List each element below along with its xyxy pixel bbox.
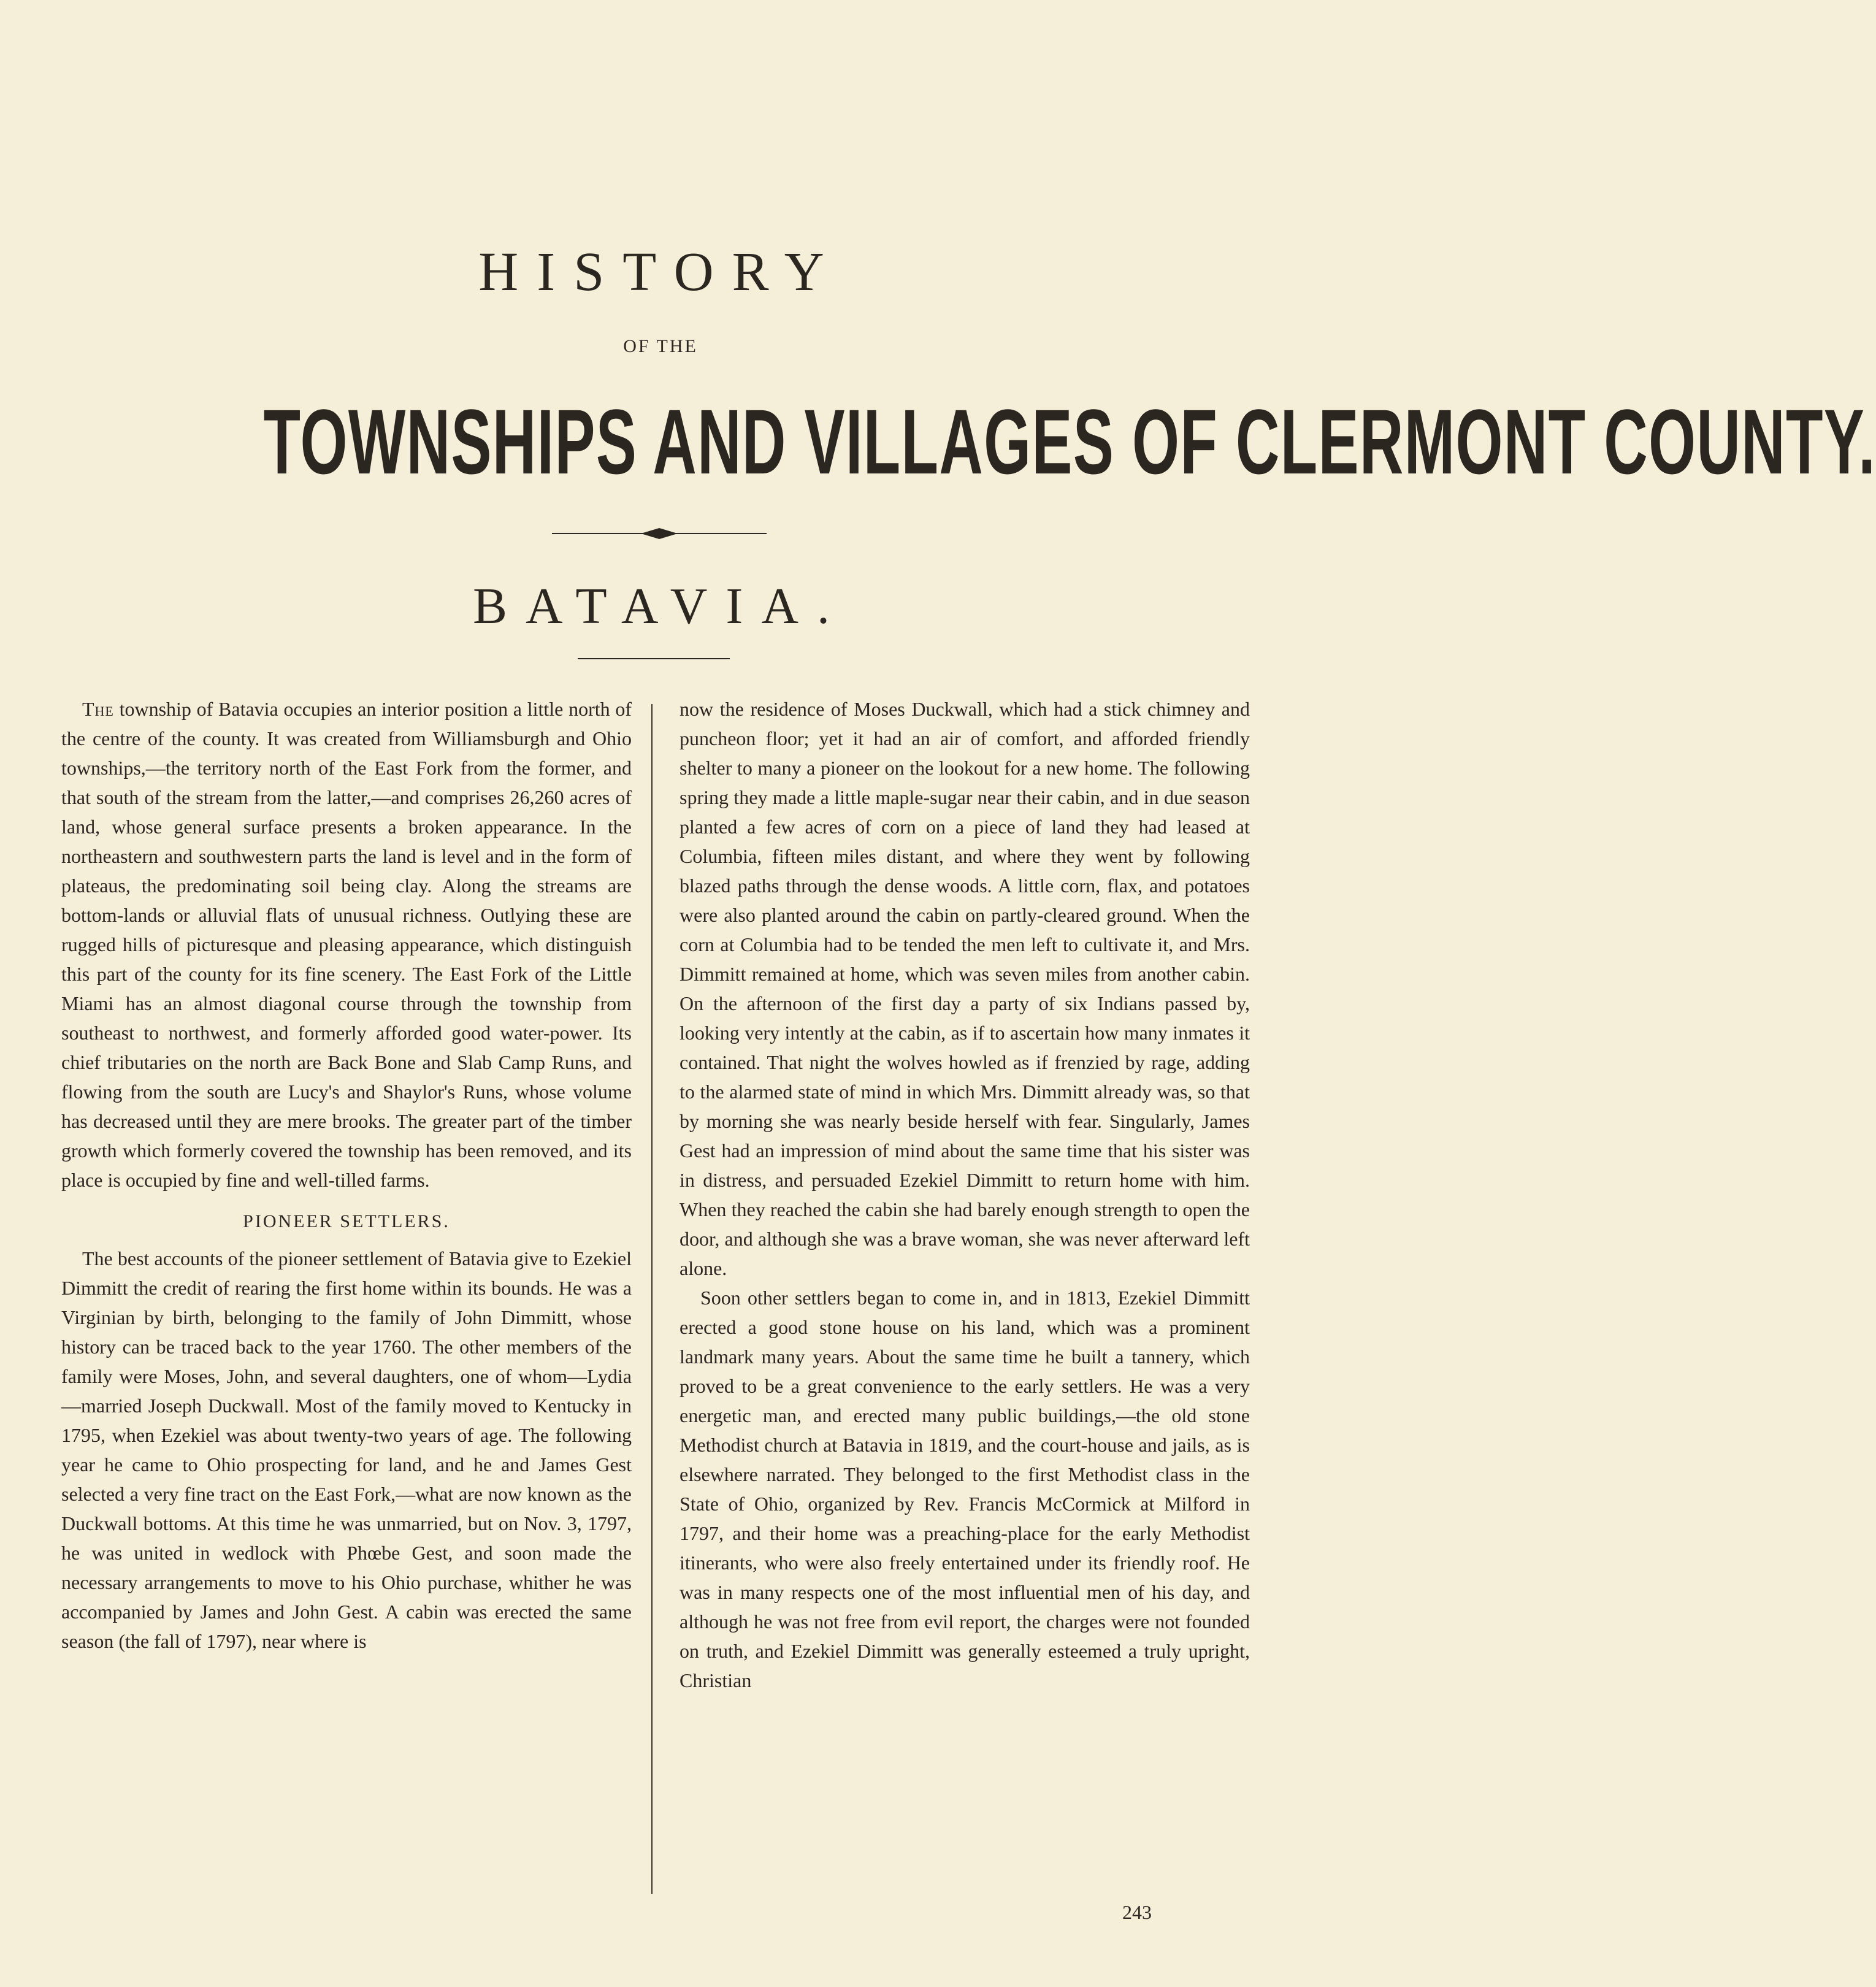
main-title: TOWNSHIPS AND VILLAGES OF CLERMONT COUNTY. bbox=[263, 390, 1876, 493]
ornament-rule-icon bbox=[552, 526, 767, 541]
page-number: 243 bbox=[1122, 1901, 1152, 1923]
continued-paragraph: now the residence of Moses Duckwall, which had a stick chimney and puncheon floor; yet it had an air of comfort, and afforded friendly shelter to many a pioneer on the lookout for a new home. The following spring they made a little maple-sugar near their cabin, and in due season planted a few acres of corn on a piece of land they had leased at Columbia, fifteen miles distant, and where they went by following blazed paths through the dense woods. A little corn, flax, and potatoes were also planted around the cabin on partly-cleared ground. When the corn at Columbia had to be tended the men left to cultivate it, and Mrs. Dimmitt remained at home, which was seven miles from another cabin. On the afternoon of the first day a party of six Indians passed by, looking very intently at the cabin, as if to ascertain how many inmates it contained. That night the wolves howled as if frenzied by rage, adding to the alarmed state of mind in which Mrs. Dimmitt already was, so that by morning she was nearly beside herself with fear. Singularly, James Gest had an impression of mind about the same time that his sister was in distress, and persuaded Ezekiel Dimmitt to return home with him. When they reached the cabin she had barely enough strength to open the door, and although she was a brave woman, she was never afterward left alone. bbox=[680, 698, 1250, 1279]
right-column bbox=[680, 694, 1250, 1695]
title-history: HISTORY bbox=[478, 242, 843, 302]
column-divider bbox=[651, 704, 653, 1894]
pioneer-settlers-heading: PIONEER SETTLERS. bbox=[243, 1211, 450, 1231]
left-column bbox=[61, 694, 632, 1656]
intro-paragraph bbox=[61, 694, 632, 1195]
title-of-the: OF THE bbox=[623, 336, 698, 356]
pioneer-paragraph: The best accounts of the pioneer settlement of Batavia give to Ezekiel Dimmitt the credit of rearing the first home within its bounds. He was a Virginian by birth, belonging to the family of John Dimmitt, whose history can be traced back to the year 1760. The other members of the family were Moses, John, and several daughters, one of whom—Lydia—married Joseph Duckwall. Most of the family moved to Kentucky in 1795, when Ezekiel was about twenty-two years of age. The following year he came to Ohio prospecting for land, and he and James Gest selected a very fine tract on the East Fork,—what are now known as the Duckwall bottoms. At this time he was unmarried, but on Nov. 3, 1797, he was united in wedlock with Phœbe Gest, and soon made the necessary arrangements to move to his Ohio purchase, whither he was accompanied by James and John Gest. A cabin was erected the same season (the fall of 1797), near where is bbox=[61, 1247, 632, 1652]
section-title-rule bbox=[578, 658, 730, 659]
section-title: BATAVIA. bbox=[472, 578, 849, 635]
intro-lead-word: The bbox=[82, 698, 114, 720]
intro-text: township of Batavia occupies an interior position a little north of the centre of the county. It was created from Williamsburgh and Ohio townships,—the territory north of the East Fork from the former, and that south of the stream from the latter,—and comprises 26,260 acres of land, whose general surface presents a broken appearance. In the northeastern and southwestern parts the land is level and in the form of plateaus, the predominating soil being clay. Along the streams are bottom-lands or alluvial flats of unusual richness. Outlying these are rugged hills of picturesque and pleasing appearance, which distinguish this part of the county for its fine scenery. The East Fork of the Little Miami has an almost diagonal course through the township from southeast to northwest, and formerly afforded good water-power. Its chief tributaries on the north are Back Bone and Slab Camp Runs, and flowing from the south are Lucy's and Shaylor's Runs, whose volume has decreased until they are mere brooks. The greater part of the timber growth which formerly covered the township has been removed, and its place is occupied by fine and well-tilled farms. bbox=[61, 698, 632, 1191]
second-paragraph: Soon other settlers began to come in, and in 1813, Ezekiel Dimmitt erected a good stone house on his land, which was a prominent landmark many years. About the same time he built a tannery, which proved to be a great convenience to the early settlers. He was a very energetic man, and erected many public buildings,—the old stone Methodist church at Batavia in 1819, and the court-house and jails, as is elsewhere narrated. They belonged to the first Methodist class in the State of Ohio, organized by Rev. Francis McCormick at Milford in 1797, and their home was a preaching-place for the early Methodist itinerants, who were also freely entertained under its friendly roof. He was in many respects one of the most influential men of his day, and although he was not free from evil report, the charges were not founded on truth, and Ezekiel Dimmitt was generally esteemed a truly upright, Christian bbox=[680, 1287, 1250, 1691]
